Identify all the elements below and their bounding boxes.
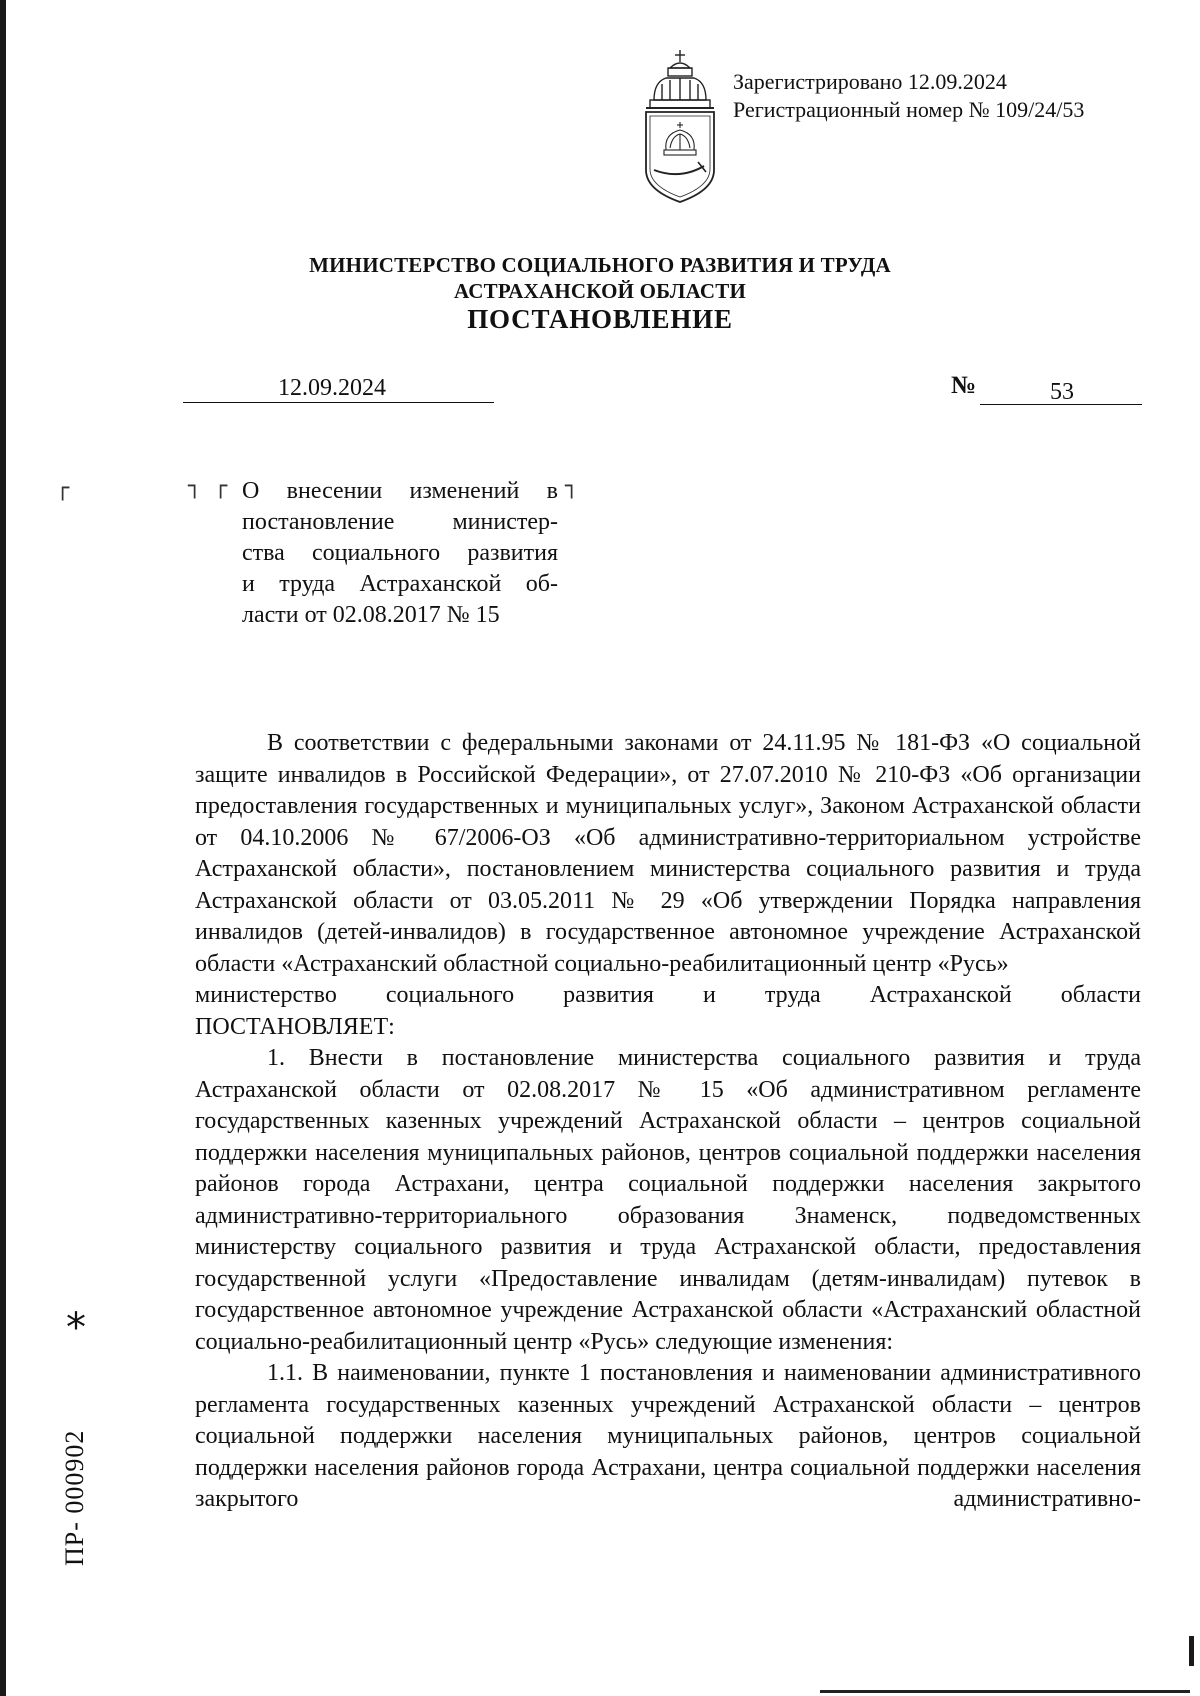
ministry-name	[0, 252, 1200, 304]
body-paragraph-ministry: министерство социального развития и труда Астраханской области	[195, 982, 1141, 1008]
document-type: ПОСТАНОВЛЕНИЕ	[467, 304, 733, 334]
number-sign: №	[951, 372, 977, 399]
body-paragraph-item-1: 1. Внести в постановление министерства социального развития и труда Астраханской области от 02.08.2017 № 15 «Об административном регламенте государственных казенных учреждений Астраханской области – центров социальной поддержки населения муниципальных районов, центров социальной поддержки населения районов города Астрахани, центра социальной поддержки населения закрытого административно-территориального образования Знаменск, подведомственных министерству социального развития и труда Астраханской области, предоставления государственной услуги «Предоставление инвалидам (детям-инвалидам) путевок в государственное автономное учреждение Астраханской области «Астраханский областной социально-реабилитационный центр «Русь» следующие изменения:	[195, 1045, 1141, 1355]
ministry-line-2: АСТРАХАНСКОЙ ОБЛАСТИ	[453, 279, 747, 303]
document-number: 53	[1050, 379, 1074, 405]
subject-line: О внесении изменений в	[242, 478, 558, 504]
subject-line: ства социального развития	[242, 540, 558, 566]
document-date: 12.09.2024	[278, 375, 386, 401]
ministry-line-1: МИНИСТЕРСТВО СОЦИАЛЬНОГО РАЗВИТИЯ И ТРУДА	[309, 253, 891, 277]
margin-form-code: ПР- 000902	[60, 1429, 89, 1566]
corner-bracket-mid-left: ┌	[214, 474, 228, 499]
registration-number: Регистрационный номер № 109/24/53	[733, 97, 1085, 122]
subject-line: ласти от 02.08.2017 № 15	[242, 602, 500, 628]
registration-stamp	[733, 68, 1084, 124]
margin-asterisk: *	[66, 1305, 86, 1351]
body-paragraph-item-1-1: 1.1. В наименовании, пункте 1 постановления и наименовании административного регламента государственных казенных учреждений Астраханской области – центров социальной поддержки населения муниципальных районов, центров социальной поддержки населения районов города Астрахани, центра социальной поддержки населения закрытого административно-	[195, 1360, 1141, 1512]
number-field	[980, 374, 1142, 405]
subject-line: и труда Астраханской об-	[242, 571, 558, 597]
body-paragraph-resolves: ПОСТАНОВЛЯЕТ:	[195, 1013, 395, 1040]
date-field	[183, 374, 494, 403]
corner-bracket-left: ┌	[56, 476, 70, 501]
coat-of-arms-icon	[640, 48, 720, 208]
scan-bottom-line	[820, 1690, 1190, 1693]
corner-bracket-right: ┐	[565, 474, 579, 499]
body-paragraph-preamble: В соответствии с федеральными законами от 24.11.95 № 181-ФЗ «О социальной защите инвалидов в Российской Федерации», от 27.07.2010 № 210-ФЗ «Об организации предоставления государственных и муниципальных услуг», Законом Астраханской области от 04.10.2006 № 67/2006-ОЗ «Об административно-территориальном устройстве Астраханской области», постановлением министерства социального развития и труда Астраханской области от 03.05.2011 № 29 «Об утверждении Порядка направления инвалидов (детей-инвалидов) в государственное автономное учреждение Астраханской области «Астраханский областной социально-реабилитационный центр «Русь»	[195, 730, 1141, 977]
document-body	[195, 728, 1141, 1516]
registration-date: Зарегистрировано 12.09.2024	[733, 69, 1007, 94]
corner-bracket-mid-right: ┐	[188, 474, 202, 499]
subject-line: постановление министер-	[242, 509, 558, 535]
document-subject	[242, 476, 558, 631]
scan-right-mark	[1189, 1636, 1194, 1666]
